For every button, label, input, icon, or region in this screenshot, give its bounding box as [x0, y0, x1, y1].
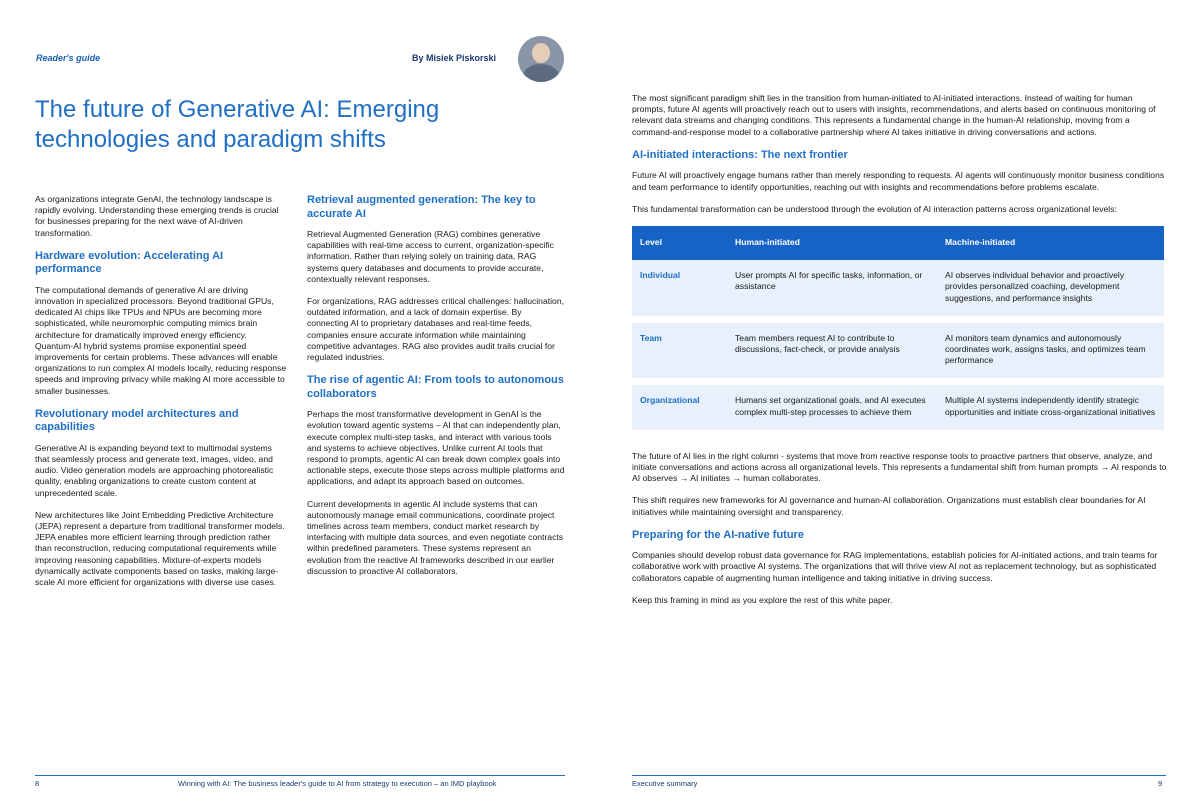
- right-column: [632, 93, 1168, 617]
- level-cell: Organizational: [632, 382, 727, 433]
- heading-hardware: Hardware evolution: Accelerating AI performance: [35, 249, 224, 276]
- interaction-levels-table: [632, 226, 1164, 437]
- footer-book-title: Winning with AI: The business leader's guide to AI from strategy to execution – an IMD playbook: [178, 779, 497, 788]
- heading-rag: Retrieval augmented generation: The key to accurate AI: [307, 194, 536, 220]
- human-initiated-cell: Team members request AI to contribute to discussions, fact-check, or provide analysis: [727, 319, 937, 382]
- page-number-left: 8: [35, 779, 40, 788]
- author-avatar: [518, 36, 564, 82]
- readers-guide-label: Reader's guide: [36, 53, 101, 63]
- paragraph-agentic-2: Current developments in agentic AI include systems that can autonomously manage email communications, coordinate project timelines across team members, conduct market research by interfacing with multiple data sources, and even negotiate contracts within predefined parameters. These systems represent an evolution from the reactive AI frameworks described in our earlier discussion to proactive AI collaborators.: [307, 498, 564, 576]
- heading-agentic: The rise of agentic AI: From tools to autonomous collaborators: [307, 374, 564, 400]
- page-number-right: 9: [1158, 779, 1163, 788]
- footer-divider: [632, 775, 1166, 776]
- human-initiated-cell: User prompts AI for specific tasks, information, or assistance: [727, 260, 937, 319]
- footer-divider: [35, 775, 565, 776]
- heading-preparing: Preparing for the AI-native future: [632, 528, 804, 541]
- paragraph-rag-2: For organizations, RAG addresses critical challenges: hallucination, outdated information, and a lack of domain expertise. By connecting AI to proprietary databases and real-time feeds, companies ensure accurate information while maintaining competitive advantages. RAG also provides audit trails crucial for regulated industries.: [307, 296, 564, 363]
- paragraph-rag-1: Retrieval Augmented Generation (RAG) combines generative capabilities with real-time access to current, organization-specific information. Rather than relying solely on training data, RAG systems query databases and documents to provide accurate, contextually relevant responses.: [307, 229, 554, 284]
- paragraph-frontier-2: This fundamental transformation can be understood through the evolution of AI interaction patterns across organizational levels:: [632, 203, 1117, 214]
- table-row: [632, 382, 1164, 433]
- paragraph-models-1: Generative AI is expanding beyond text to multimodal systems that seamlessly process and generate text, images, video, and audio. Video generation models are approaching photorealistic quality, enabling organizations to create custom content at unprecedented scale.: [35, 442, 274, 498]
- column-header-level: Level: [632, 226, 727, 260]
- machine-initiated-cell: Multiple AI systems independently identify strategic opportunities and initiate cross-organizational initiatives: [937, 382, 1164, 433]
- heading-next-frontier: AI-initiated interactions: The next frontier: [632, 148, 848, 161]
- machine-initiated-cell: AI monitors team dynamics and autonomously coordinates work, assigns tasks, and optimizes team performance: [937, 319, 1164, 382]
- human-initiated-cell: Humans set organizational goals, and AI executes complex multi-step processes to achieve them: [727, 382, 937, 433]
- paragraph-hardware: The computational demands of generative AI are driving innovation in specialized processors. Beyond traditional GPUs, dedicated AI chips like TPUs and NPUs are becoming more sophisticated, while neuromorphic computing mimics brain architecture for dramatically improved energy efficiency. Quantum-AI hybrid systems promise exponential speed improvements for certain problems. These advances will enable organizations to run complex AI models locally, reducing response speeds and improving privacy while making AI more accessible to smaller businesses.: [35, 284, 287, 396]
- table-row: [632, 260, 1164, 319]
- left-column: [35, 194, 287, 599]
- table-row: [632, 319, 1164, 382]
- paradigm-shift-paragraph: The most significant paradigm shift lies in the transition from human-initiated to AI-initiated interactions. Instead of waiting for human prompts, future AI agents will proactively reach out to users with insights, recommendations, and alerts based on continuous monitoring of relevant data streams and changing conditions. This represents a fundamental change in the human-AI relationship, moving from a command-and-response model to a collaborative partnership where AI takes initiative in driving conversations and actions.: [632, 93, 1156, 137]
- heading-model-architectures: Revolutionary model architectures and capabilities: [35, 407, 239, 434]
- page-title: The future of Generative AI: Emerging technologies and paradigm shifts: [35, 96, 440, 153]
- intro-paragraph: As organizations integrate GenAI, the technology landscape is rapidly evolving. Understanding these emerging trends is crucial for businesses preparing for the next wave of AI-driven transformation.: [35, 194, 279, 238]
- level-cell: Individual: [632, 260, 727, 319]
- machine-initiated-cell: AI observes individual behavior and proactively provides personalized coaching, development suggestions, and performance insights: [937, 260, 1164, 319]
- paragraph-after-table-2: This shift requires new frameworks for AI governance and human-AI collaboration. Organizations must establish clear boundaries for AI initiatives while maintaining oversight and transparency.: [632, 495, 1146, 517]
- footer-section-name: Executive summary: [632, 779, 698, 788]
- author-byline: By Misiek Piskorski: [412, 53, 497, 63]
- paragraph-preparing-1: Companies should develop robust data governance for RAG implementations, establish policies for AI-initiated actions, and train teams for collaborative work with proactive AI systems. The organizations that will thrive view AI not as replacement technology, but as sophisticated collaborators capable of augmenting human intelligence and taking initiative in driving success.: [632, 550, 1158, 583]
- column-header-human-initiated: Human-initiated: [727, 226, 937, 260]
- table-header-row: [632, 226, 1164, 260]
- paragraph-after-table-1: The future of AI lies in the right column - systems that move from reactive response tools to proactive partners that observe, analyze, and initiate conversations and actions across all organizational levels. This represents a fundamental shift from human prompts → AI responds to AI observes → AI initiates → human collaborates.: [632, 450, 1167, 484]
- paragraph-frontier-1: Future AI will proactively engage humans rather than merely responding to requests. AI agents will continuously monitor business conditions and team performance to identify opportunities, reaching out with insights and recommendations before problems escalate.: [632, 170, 1165, 192]
- column-header-machine-initiated: Machine-initiated: [937, 226, 1164, 260]
- paragraph-agentic-1: Perhaps the most transformative development in GenAI is the evolution toward agentic systems – AI that can independently plan, execute complex multi-step tasks, and interact with various tools and systems to achieve objectives. Unlike current AI tools that respond to prompts, agentic AI can break down complex goals into actionable steps, execute those steps across multiple platforms and applications, and adapt its approach based on outcomes.: [307, 409, 565, 487]
- middle-column: [307, 194, 565, 588]
- level-cell: Team: [632, 319, 727, 382]
- paragraph-models-2: New architectures like Joint Embedding Predictive Architecture (JEPA) represent a departure from traditional transformer models. JEPA enables more efficient learning through prediction rather than reconstruction, reducing computational requirements while improving reasoning capabilities. Mixture-of-experts models dynamically activate components based on tasks, making large-scale AI more efficient for organizations with diverse use cases.: [35, 509, 285, 588]
- paragraph-preparing-2: Keep this framing in mind as you explore the rest of this white paper.: [632, 594, 893, 605]
